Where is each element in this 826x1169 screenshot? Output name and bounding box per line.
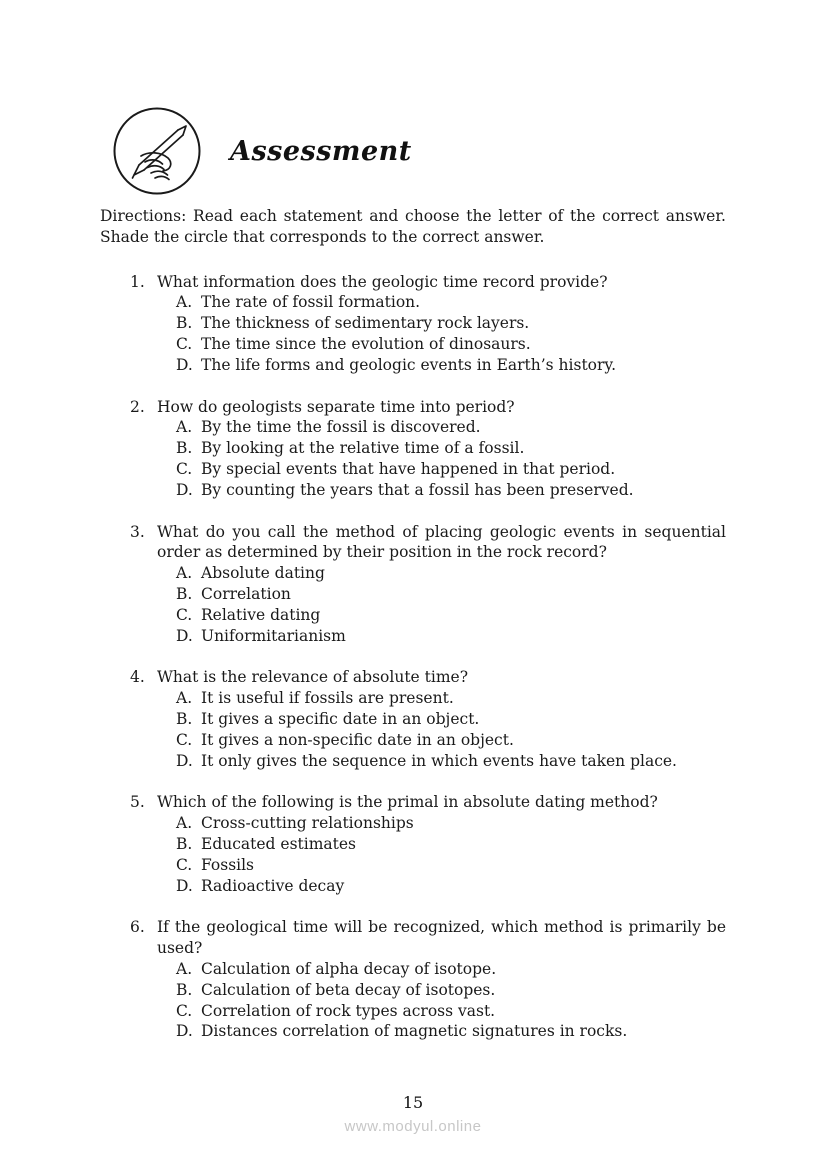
- choice-letter: D.: [176, 480, 193, 499]
- choice-text: Correlation: [201, 584, 291, 603]
- question-line: [130, 667, 726, 688]
- page-title: Assessment: [230, 135, 412, 167]
- question-number: 5.: [130, 793, 145, 812]
- choice-list: [130, 563, 726, 646]
- question-text: What is the relevance of absolute time?: [157, 668, 469, 687]
- choice-letter: D.: [176, 355, 193, 374]
- choice-letter: B.: [176, 584, 193, 603]
- choice-text: Relative dating: [201, 605, 321, 624]
- choice-letter: A.: [176, 689, 193, 708]
- choice-text: Distances correlation of magnetic signatures in rocks.: [201, 1022, 628, 1041]
- choice-row: [176, 626, 726, 647]
- choice-list: [130, 959, 726, 1042]
- choice-row: [176, 355, 726, 376]
- choice-text: It only gives the sequence in which events have taken place.: [201, 751, 677, 770]
- choice-text: Absolute dating: [201, 564, 325, 583]
- choice-row: [176, 1001, 726, 1022]
- choice-row: [176, 480, 726, 501]
- watermark: www.modyul.online: [344, 1118, 482, 1135]
- question-number: 3.: [130, 522, 145, 541]
- choice-text: It gives a specific date in an object.: [201, 709, 480, 728]
- choice-text: By the time the fossil is discovered.: [201, 418, 481, 437]
- choice-text: Cross-cutting relationships: [201, 814, 414, 833]
- question-line: [130, 522, 726, 564]
- choice-list: [130, 813, 726, 896]
- choice-text: Correlation of rock types across vast.: [201, 1001, 496, 1020]
- choice-text: Radioactive decay: [201, 876, 345, 895]
- choice-text: The time since the evolution of dinosaurs.: [201, 334, 531, 353]
- choice-row: [176, 709, 726, 730]
- choice-row: [176, 334, 726, 355]
- choice-row: [176, 459, 726, 480]
- question-text: What do you call the method of placing geologic events in sequential order as determined by their position in the rock record?: [157, 522, 726, 562]
- question-line: [130, 917, 726, 959]
- choice-letter: A.: [176, 814, 193, 833]
- choice-row: [176, 834, 726, 855]
- question-block: [100, 667, 726, 771]
- choice-text: Calculation of alpha decay of isotope.: [201, 959, 497, 978]
- choice-row: [176, 605, 726, 626]
- choice-text: The life forms and geologic events in Earth’s history.: [201, 355, 617, 374]
- choice-text: Calculation of beta decay of isotopes.: [201, 980, 496, 999]
- choice-text: By counting the years that a fossil has been preserved.: [201, 480, 634, 499]
- choice-letter: D.: [176, 751, 193, 770]
- choice-letter: C.: [176, 605, 193, 624]
- choice-letter: B.: [176, 314, 193, 333]
- choice-letter: D.: [176, 1022, 193, 1041]
- choice-letter: A.: [176, 418, 193, 437]
- question-text: How do geologists separate time into period?: [157, 397, 515, 416]
- choice-letter: B.: [176, 834, 193, 853]
- question-number: 1.: [130, 272, 145, 291]
- writing-hand-icon: [112, 106, 202, 196]
- question-text: Which of the following is the primal in absolute dating method?: [157, 793, 658, 812]
- choice-letter: C.: [176, 855, 193, 874]
- assessment-header: [100, 106, 726, 196]
- choice-row: [176, 313, 726, 334]
- choice-letter: B.: [176, 439, 193, 458]
- question-block: [100, 522, 726, 647]
- choice-text: It gives a non-specific date in an object.: [201, 730, 514, 749]
- choice-row: [176, 876, 726, 897]
- choice-letter: B.: [176, 709, 193, 728]
- choice-text: Educated estimates: [201, 834, 356, 853]
- question-number: 4.: [130, 668, 145, 687]
- choice-letter: C.: [176, 730, 193, 749]
- choice-row: [176, 813, 726, 834]
- page-number: 15: [402, 1093, 424, 1112]
- choice-text: The rate of fossil formation.: [201, 293, 421, 312]
- question-line: [130, 272, 726, 293]
- choice-letter: A.: [176, 959, 193, 978]
- choice-letter: A.: [176, 564, 193, 583]
- choice-list: [130, 688, 726, 771]
- choice-text: It is useful if fossils are present.: [201, 689, 454, 708]
- question-text: If the geological time will be recognized, which method is primarily be used?: [157, 918, 726, 958]
- choice-text: Fossils: [201, 855, 255, 874]
- choice-row: [176, 980, 726, 1001]
- question-text: What information does the geologic time record provide?: [157, 272, 608, 291]
- question-number: 2.: [130, 397, 145, 416]
- question-line: [130, 397, 726, 418]
- choice-row: [176, 730, 726, 751]
- choice-letter: D.: [176, 626, 193, 645]
- directions-text: Directions: Read each statement and choose the letter of the correct answer. Shade the circle that corresponds to the correct answer.: [100, 207, 726, 246]
- choice-text: By special events that have happened in that period.: [201, 459, 616, 478]
- choice-letter: C.: [176, 334, 193, 353]
- choice-row: [176, 688, 726, 709]
- questions: [100, 272, 726, 1043]
- choice-list: [130, 292, 726, 375]
- choice-letter: C.: [176, 459, 193, 478]
- question-block: [100, 917, 726, 1042]
- choice-row: [176, 417, 726, 438]
- question-number: 6.: [130, 918, 145, 937]
- choice-row: [176, 751, 726, 772]
- choice-row: [176, 292, 726, 313]
- choice-text: The thickness of sedimentary rock layers.: [201, 314, 530, 333]
- choice-text: Uniformitarianism: [201, 626, 346, 645]
- question-block: [100, 397, 726, 501]
- choice-row: [176, 1021, 726, 1042]
- choice-row: [176, 563, 726, 584]
- question-block: [100, 792, 726, 896]
- choice-row: [176, 584, 726, 605]
- choice-letter: A.: [176, 293, 193, 312]
- choice-row: [176, 855, 726, 876]
- question-line: [130, 792, 726, 813]
- choice-letter: C.: [176, 1001, 193, 1020]
- choice-list: [130, 417, 726, 500]
- choice-text: By looking at the relative time of a fossil.: [201, 439, 525, 458]
- choice-letter: D.: [176, 876, 193, 895]
- choice-row: [176, 438, 726, 459]
- choice-row: [176, 959, 726, 980]
- choice-letter: B.: [176, 980, 193, 999]
- question-block: [100, 272, 726, 376]
